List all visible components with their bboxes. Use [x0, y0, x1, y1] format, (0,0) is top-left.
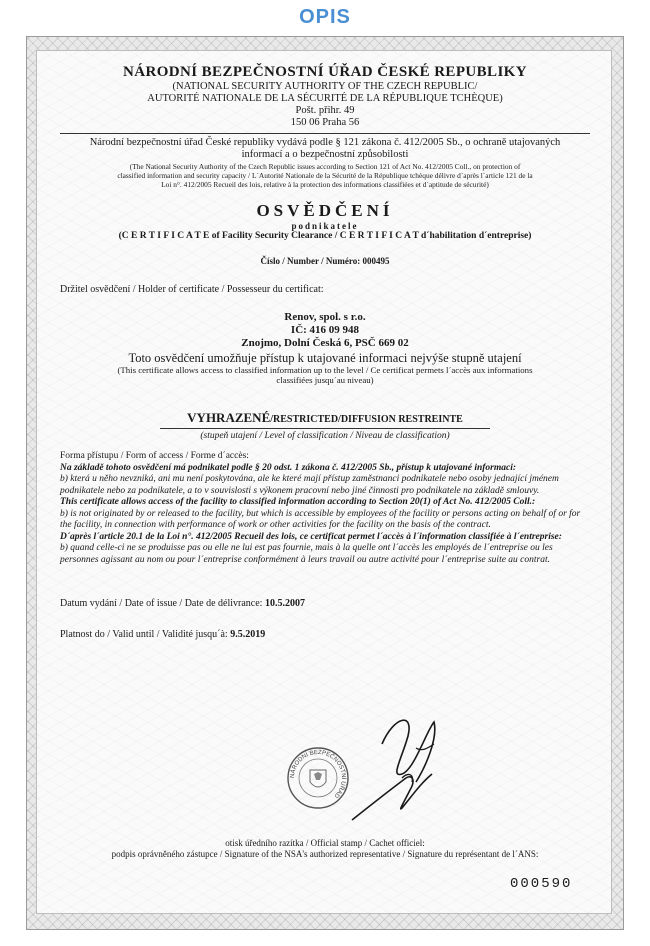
form-cz-head: Na základě tohoto osvědčení má podnikatel podle § 20 odst. 1 zákona č. 412/2005 Sb., přístup k utajované informaci:: [60, 462, 517, 473]
handwritten-signature-icon: [342, 708, 472, 828]
valid-until: [60, 629, 590, 640]
signature-label: podpis oprávněného zástupce / Signature of the NSA's authorized representative / Signature du représentant de l´ANS:: [111, 849, 539, 859]
issue-value: 10.5.2007: [264, 598, 305, 609]
level-cz: VYHRAZENÉ: [187, 410, 271, 425]
holder-name: Renov, spol. s r.o.: [284, 311, 366, 323]
form-en-body: b) is not originated by or released to the facility, but which is accessible by employees of the facility or persons acting on behalf of or for the facility, in connection with performance of work or other activities for the facility on the basis of the contract.: [60, 508, 581, 530]
authority-name-fr: AUTORITÉ NATIONALE DE LA SÉCURITÉ DE LA RÉPUBLIQUE TCHÈQUE): [147, 93, 503, 104]
access-translation: [60, 365, 590, 385]
opis-stamp: OPIS: [299, 6, 351, 28]
holder-label: Držitel osvědčení / Holder of certificate / Possesseur du certificat:: [60, 284, 324, 295]
access-statement: Toto osvědčení umožňuje přístup k utajované informaci nejvýše stupně utajení: [128, 351, 522, 365]
form-fr-head: D´après l´article 20.1 de la Loi n°. 412/2005 Recueil des lois, ce certificat permet l´accès à l´information classifiée à l´entreprise:: [60, 531, 562, 542]
holder-details: [60, 311, 590, 350]
stamp-label: otisk úředního razítka / Official stamp / Cachet officiel:: [225, 838, 425, 848]
form-en-head: This certificate allows access of the facility to classified information according to Section 20(1) of Act No. 412/2005 Coll.:: [60, 497, 536, 507]
signature-block: [60, 838, 590, 860]
authority-name-cz: NÁRODNÍ BEZPEČNOSTNÍ ÚŘAD ČESKÉ REPUBLIKY: [123, 64, 527, 80]
valid-label: Platnost do / Valid until / Validité jusqu´à:: [60, 629, 228, 640]
level-underline: [160, 428, 490, 429]
seal-text: NÁRODNÍ BEZPEČNOSTNÍ ÚŘAD: [289, 749, 347, 799]
certificate-content: [60, 60, 590, 640]
access-small-2: classifiées jusqu´au niveau): [276, 375, 374, 385]
authority-name-en: (NATIONAL SECURITY AUTHORITY OF THE CZECH REPUBLIC/: [172, 81, 478, 92]
form-of-access: [60, 451, 590, 566]
intro-line-2: informací a o bezpečnostní způsobilosti: [241, 149, 409, 160]
holder-address: Znojmo, Dolní Česká 6, PSČ 669 02: [241, 337, 409, 349]
issue-label: Datum vydání / Date of issue / Date de délivrance:: [60, 598, 263, 609]
valid-value: 9.5.2019: [230, 629, 266, 640]
intro-small-1: (The National Security Authority of the Czech Republic issues according to Section 121 of Act No. 412/2005 Coll., on protection of: [129, 162, 521, 171]
level-other: /RESTRICTED/DIFFUSION RESTREINTE: [270, 414, 463, 425]
certificate-title: OSVĚDČENÍ: [256, 201, 394, 220]
form-label: Forma přístupu / Form of access / Forme d´accès:: [60, 451, 249, 461]
intro-text: [60, 137, 590, 161]
header-divider: [60, 133, 590, 134]
official-seal-icon: [286, 746, 350, 810]
issue-date: [60, 598, 590, 609]
address-line-2: 150 06 Praha 56: [290, 117, 360, 128]
intro-small-3: Loi n°. 412/2005 Recueil des lois, relative à la protection des informations classifiées et d´aptitude de sécurité): [161, 180, 489, 189]
form-fr-body: b) quand celle-ci ne se produisse pas ou elle ne lui est pas fournie, mais à la quelle ont l´accès les employés de l´entreprise ou les personnes agissant au nom ou pour l´entreprise conformément à leurs travail ou autre activité pour l´entreprise suite au contrat.: [60, 543, 553, 565]
holder-ic: IČ: 416 09 948: [290, 324, 360, 336]
certificate-number: Číslo / Number / Numéro: 000495: [260, 256, 390, 266]
certificate-translations: (C E R T I F I C A T E of Facility Security Clearance / C E R T I F I C A T d´habilitation d´entreprise): [118, 231, 532, 241]
intro-translation: [60, 162, 590, 189]
access-small-1: (This certificate allows access to classified information up to the level / Ce certificat permets l´accès aux informations: [117, 365, 533, 375]
intro-line-1: Národní bezpečnostní úřad České republiky vydává podle § 121 zákona č. 412/2005 Sb., o ochraně utajovaných: [89, 137, 561, 148]
level-description: (stupeň utajení / Level of classification / Niveau de classification): [200, 431, 450, 441]
certificate-subtitle: podnikatele: [291, 221, 359, 231]
address-line-1: Pošt. přihr. 49: [295, 105, 355, 116]
serial-number: 000590: [510, 876, 573, 892]
form-cz-body: b) která u něho nevzniká, ani mu není poskytována, ale ke které mají přístup zaměstnanci podnikatele nebo osoby jednající jménem podnikatele nebo za podnikatele, a to v souvislosti s výkonem pracovní nebo jiné činnosti pro podnikatele na základě smlouvy.: [60, 474, 559, 496]
intro-small-2: classified information and security capacity / L´Autorité Nationale de la Sécurité de la République tchèque délivre d´après l´article 121 de la: [117, 171, 533, 180]
classification-level: [60, 409, 590, 441]
